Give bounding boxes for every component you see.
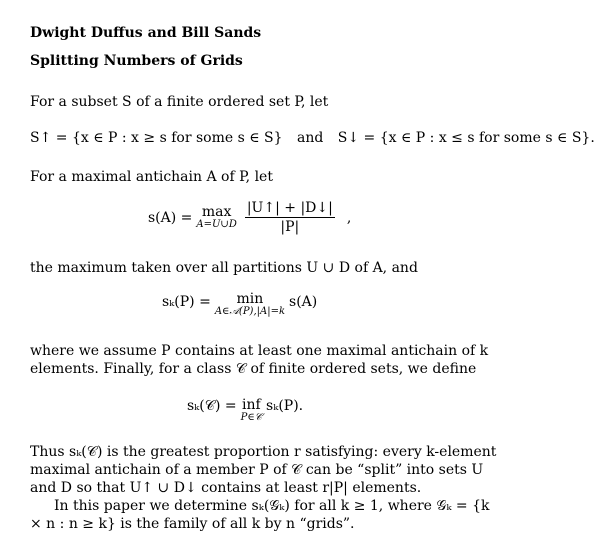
eq3-operator <box>215 292 285 317</box>
paragraph-antichain: For a maximal antichain A of P, let <box>30 169 273 185</box>
eq3-rhs: s(A) <box>289 294 318 310</box>
equation-up-down-sets <box>30 130 595 146</box>
equation-sk-of-c <box>187 398 303 423</box>
eq3-op-subscript: A∈𝒜(P),|A|=k <box>214 305 286 317</box>
paragraph-class-def: where we assume P contains at least one maximal antichain of k elements. Finally, for a class 𝒞 of finite ordered sets, we define <box>30 343 489 377</box>
eq2-op-subscript: A=U∪D <box>196 218 237 230</box>
eq3-lhs: sₖ(P) = <box>162 294 211 310</box>
paragraph-main-result: In this paper we determine sₖ(𝒢ₖ) for all k ≥ 1, where 𝒢ₖ = {k × n : n ≥ k} is the family of all k by n “grids”. <box>30 498 490 532</box>
paragraph-interpretation: Thus sₖ(𝒞) is the greatest proportion r satisfying: every k-element maximal antichain of a member P of 𝒞 can be “split” into sets U and D so that U↑ ∪ D↓ contains at least r|P| elements. <box>30 444 497 496</box>
eq2-numerator: |U↑| + |D↓| <box>246 200 333 216</box>
eq4-lhs: sₖ(𝒞) = <box>187 398 237 414</box>
eq4-op-subscript: P∈𝒞 <box>240 411 263 423</box>
paper-authors: Dwight Duffus and Bill Sands <box>30 25 262 41</box>
eq4-operator <box>241 398 262 423</box>
eq2-operator <box>196 205 236 230</box>
eq2-denominator: |P| <box>280 219 300 235</box>
paragraph-partitions: the maximum taken over all partitions U ∪ D of A, and <box>30 260 418 276</box>
eq4-op-name: inf <box>241 397 261 413</box>
paper-title: Splitting Numbers of Grids <box>30 53 243 69</box>
eq3-op-name: min <box>236 291 264 307</box>
eq2-lhs: s(A) = <box>148 209 193 226</box>
eq2-comma: , <box>346 209 352 226</box>
equation-s-of-a <box>148 200 351 235</box>
eq2-op-name: max <box>201 203 232 220</box>
equation-sk-of-p <box>162 292 317 317</box>
conjunction-and: and <box>297 130 324 146</box>
eq4-rhs: sₖ(P). <box>266 398 304 414</box>
up-set-def: S↑ = {x ∈ P : x ≥ s for some s ∈ S} <box>30 130 283 146</box>
eq2-fraction <box>245 200 335 235</box>
down-set-def: S↓ = {x ∈ P : x ≤ s for some s ∈ S}. <box>337 130 595 146</box>
paragraph-subset-def: For a subset S of a finite ordered set P, let <box>30 94 329 110</box>
